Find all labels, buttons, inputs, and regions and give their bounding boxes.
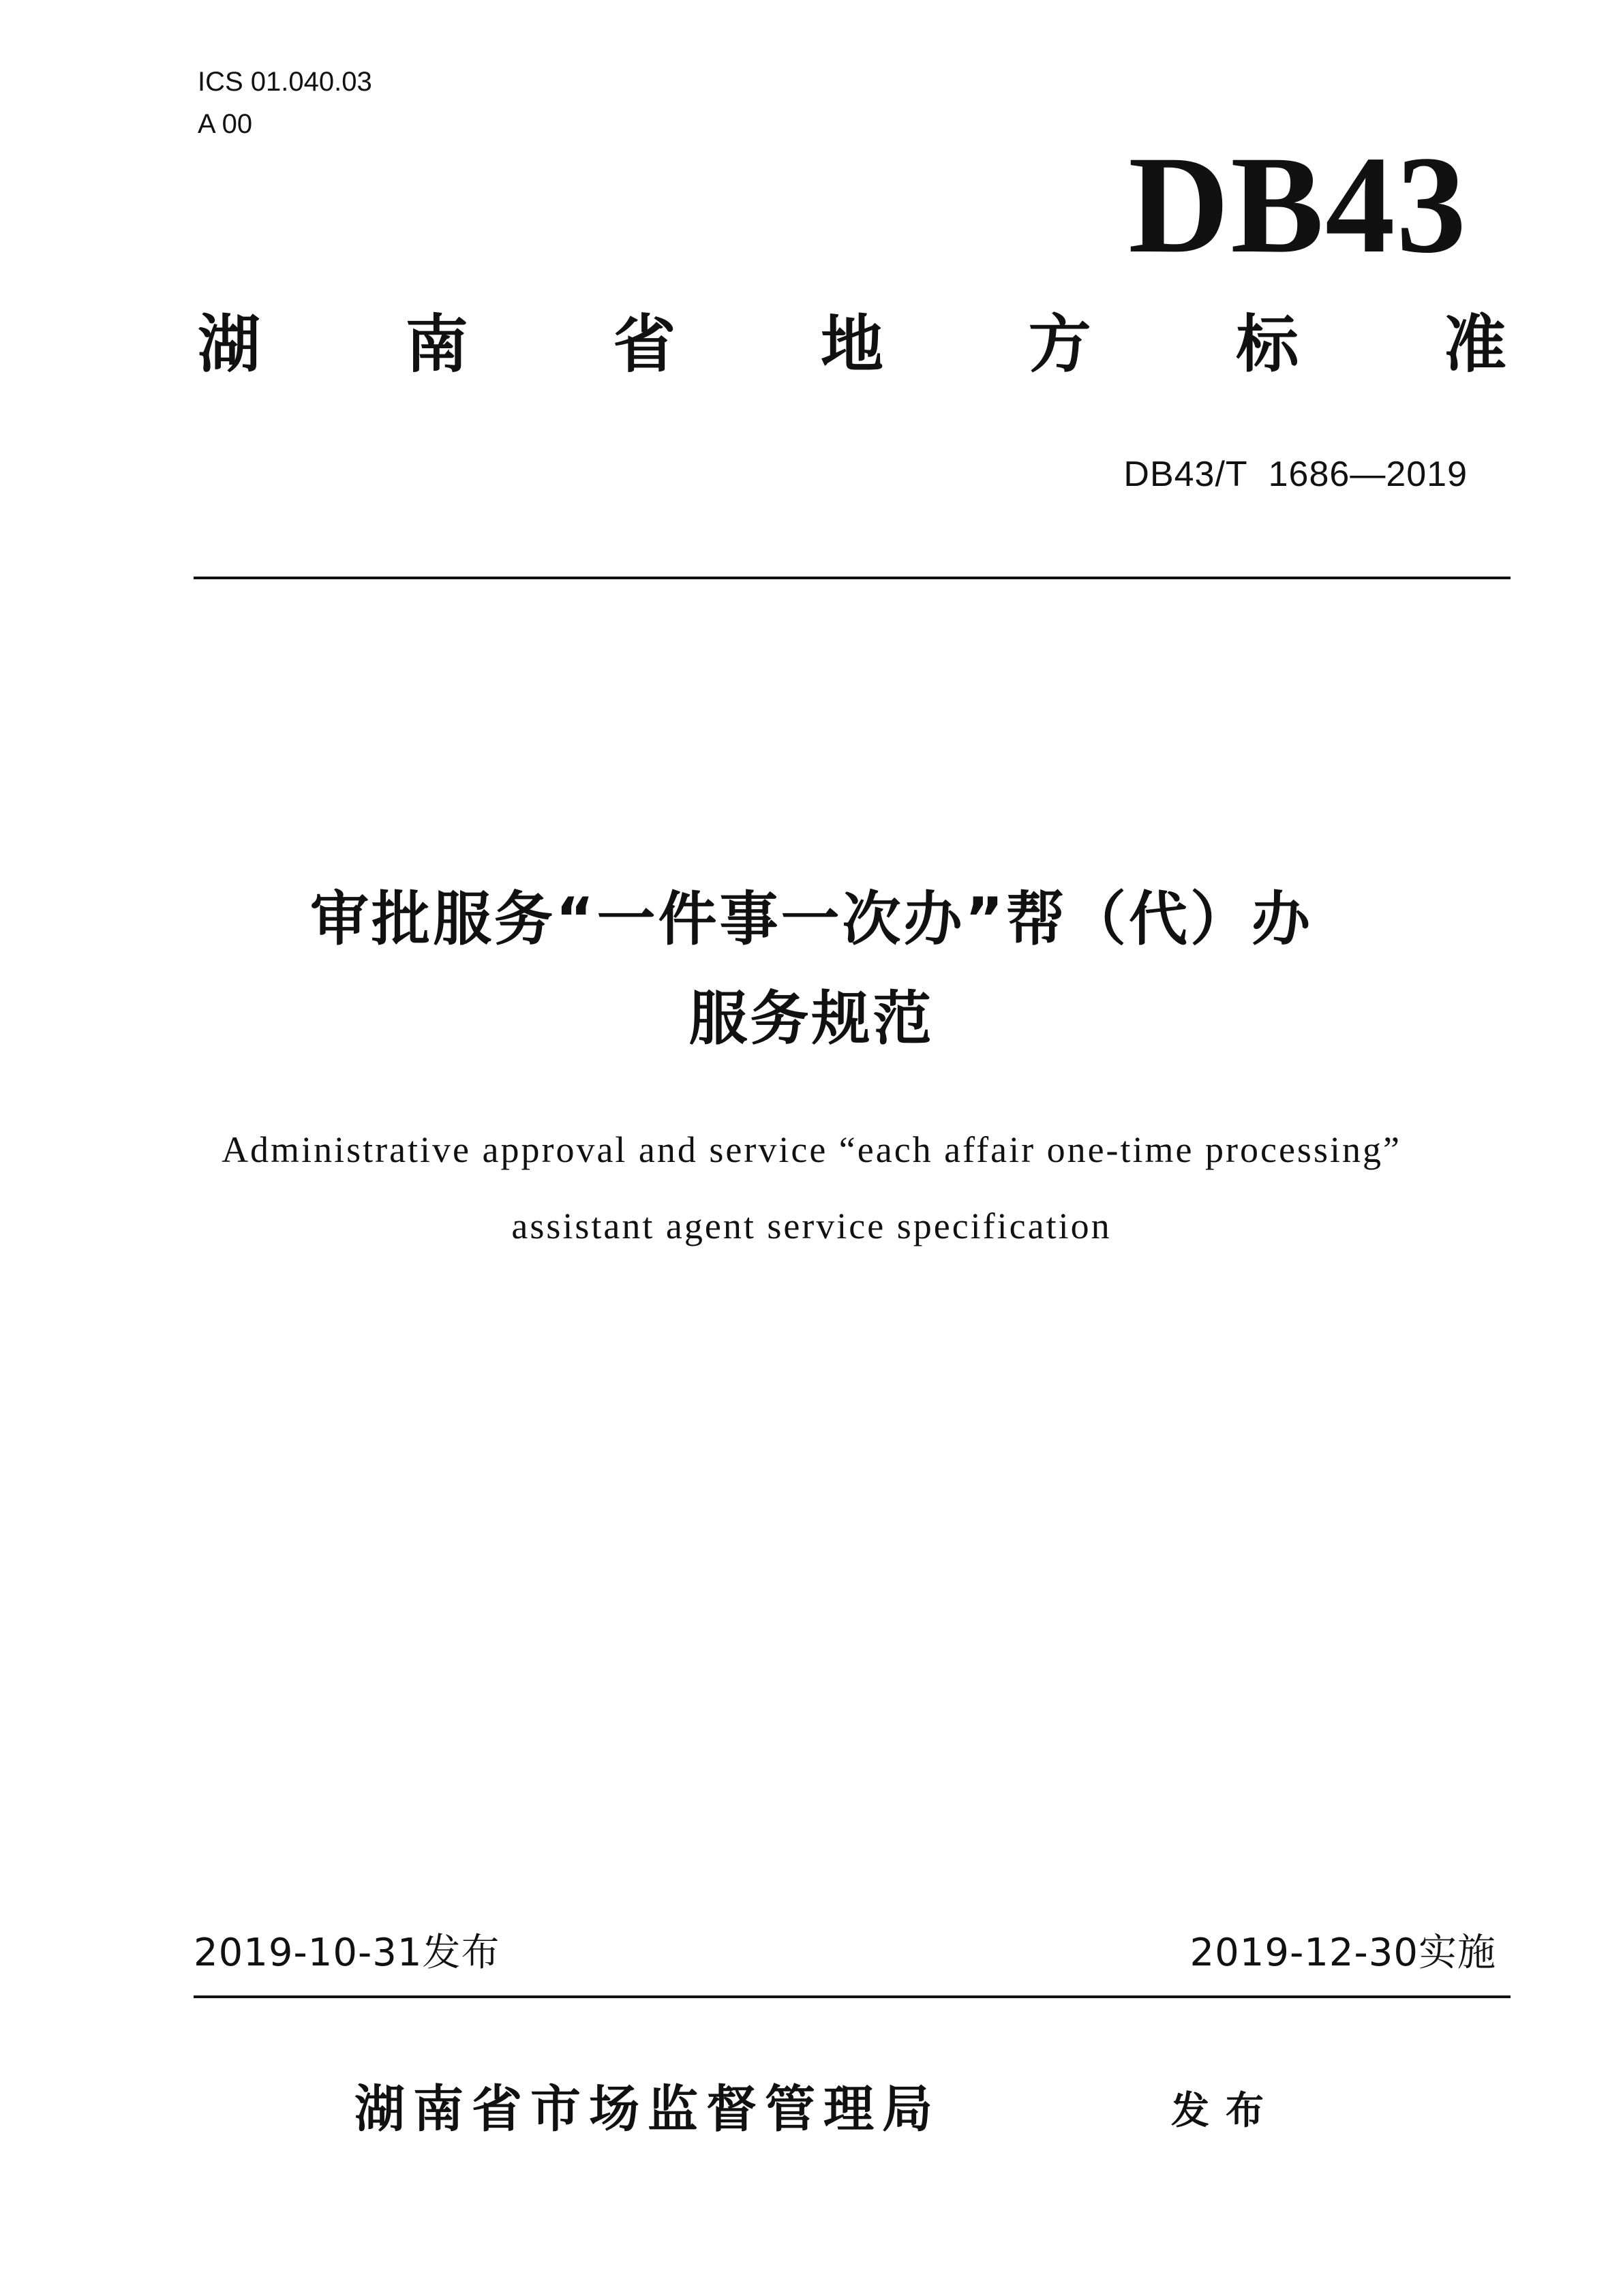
standard-type-char: 南: [405, 308, 468, 381]
standard-type-char: 方: [1028, 308, 1091, 381]
classification-code: A 00: [198, 109, 253, 139]
ics-code: ICS 01.040.03: [198, 67, 372, 97]
standard-type-char: 湖: [198, 308, 261, 381]
db43-logo: DB43: [1128, 127, 1468, 282]
standard-type-char: 省: [613, 308, 676, 381]
title-en-line-1: Administrative approval and service “each affair one-time processing”: [222, 1129, 1401, 1170]
title-cn-line-1: 审批服务“一件事一次办”帮（代）办: [309, 885, 1314, 953]
standard-type-heading: [198, 308, 1506, 381]
standard-type-char: 标: [1236, 308, 1299, 381]
standard-type-char: 准: [1443, 308, 1506, 381]
title-cn-line-2: 服务规范: [688, 985, 935, 1053]
publisher-name: 湖南省市场监督管理局: [354, 2080, 941, 2139]
standard-type-char: 地: [820, 308, 883, 381]
title-en-line-2: assistant agent service specification: [511, 1206, 1112, 1246]
standard-code: DB43/T 1686—2019: [1123, 455, 1468, 494]
bottom-divider: [194, 1995, 1511, 1998]
publish-label: 发布: [1171, 2089, 1280, 2133]
top-divider: [194, 577, 1511, 579]
implementation-date: 2019-12-30实施: [1189, 1931, 1496, 1975]
issue-date: 2019-10-31发布: [194, 1931, 500, 1975]
